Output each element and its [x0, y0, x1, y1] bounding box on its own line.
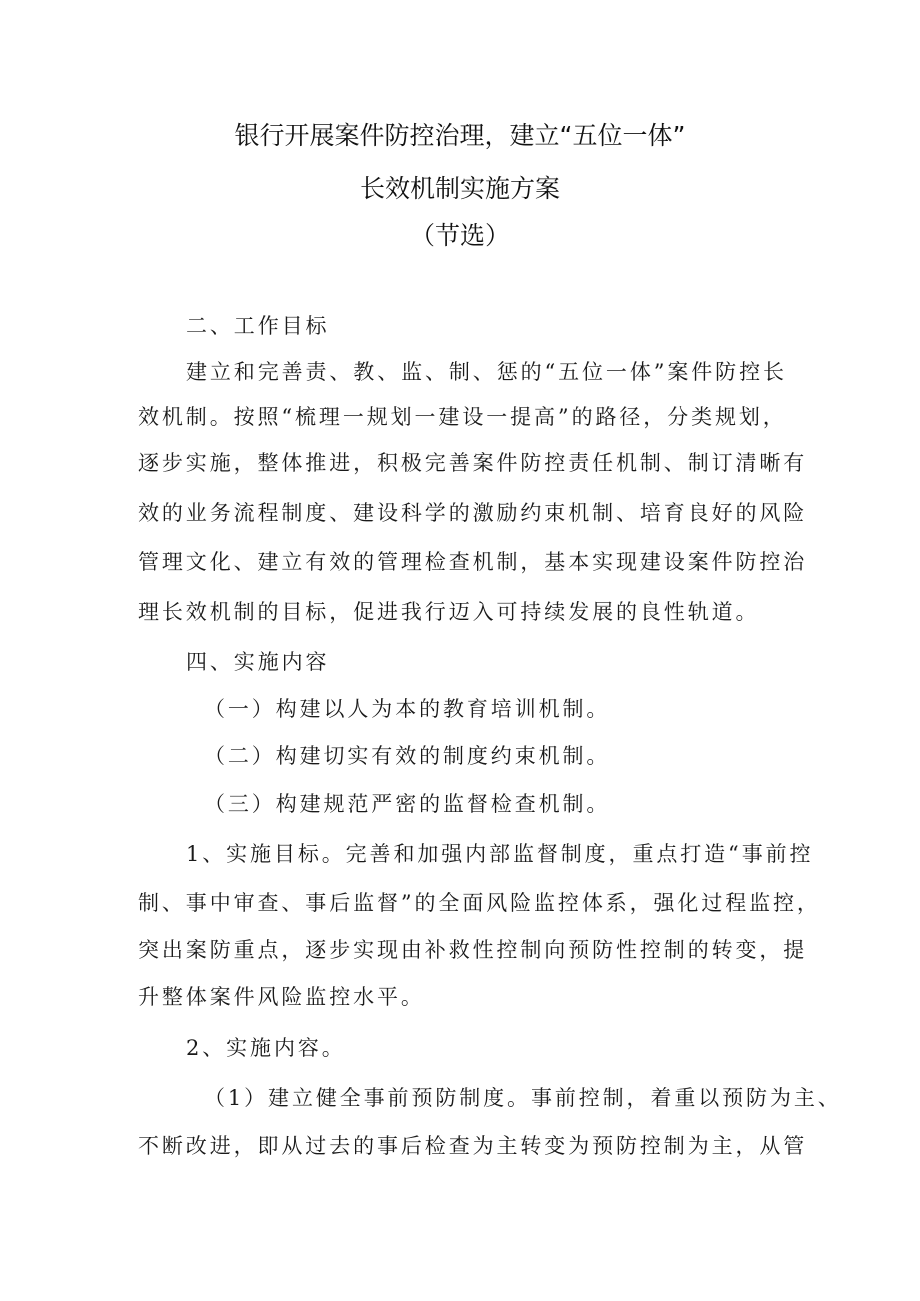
- paragraph-line: 逐步实施，整体推进，积极完善案件防控责任机制、制订清晰有: [138, 451, 808, 475]
- paragraph-line: 突出案防重点，逐步实现由补救性控制向预防性控制的转变，提: [138, 938, 808, 962]
- paragraph-line: （1）建立健全事前预防制度。事前控制，着重以预防为主、: [204, 1086, 842, 1110]
- section-heading-work-goals: 二、工作目标: [186, 314, 330, 338]
- paragraph-line: 效机制。按照“梳理一规划一建设一提高”的路径，分类规划，: [138, 405, 787, 429]
- list-item: （三）构建规范严密的监督检查机制。: [204, 792, 611, 816]
- list-item: （二）构建切实有效的制度约束机制。: [204, 744, 611, 768]
- paragraph-line: 建立和完善责、教、监、制、惩的“五位一体”案件防控长: [186, 360, 787, 384]
- document-title-line-2: 长效机制实施方案: [359, 174, 560, 203]
- document-title-line-3: （节选）: [409, 221, 510, 250]
- paragraph-line: 制、事中审查、事后监督”的全面风险监控体系，强化过程监控，: [138, 891, 821, 915]
- paragraph-line: 不断改进，即从过去的事后检查为主转变为预防控制为主，从管: [138, 1134, 808, 1158]
- section-heading-implementation: 四、实施内容: [186, 650, 330, 674]
- paragraph-line: 升整体案件风险监控水平。: [138, 985, 425, 1009]
- paragraph-line: 管理文化、建立有效的管理检查机制，基本实现建设案件防控治: [138, 550, 808, 574]
- paragraph-line: 效的业务流程制度、建设科学的激励约束机制、培育良好的风险: [138, 501, 808, 525]
- section-subheading: 2、实施内容。: [186, 1036, 346, 1060]
- paragraph-line: 1、实施目标。完善和加强内部监督制度，重点打造“事前控: [186, 842, 814, 866]
- list-item: （一）构建以人为本的教育培训机制。: [204, 697, 611, 721]
- paragraph-line: 理长效机制的目标，促进我行迈入可持续发展的良性轨道。: [138, 600, 760, 624]
- document-title-line-1: 银行开展案件防控治理，建立“五位一体”: [234, 121, 686, 150]
